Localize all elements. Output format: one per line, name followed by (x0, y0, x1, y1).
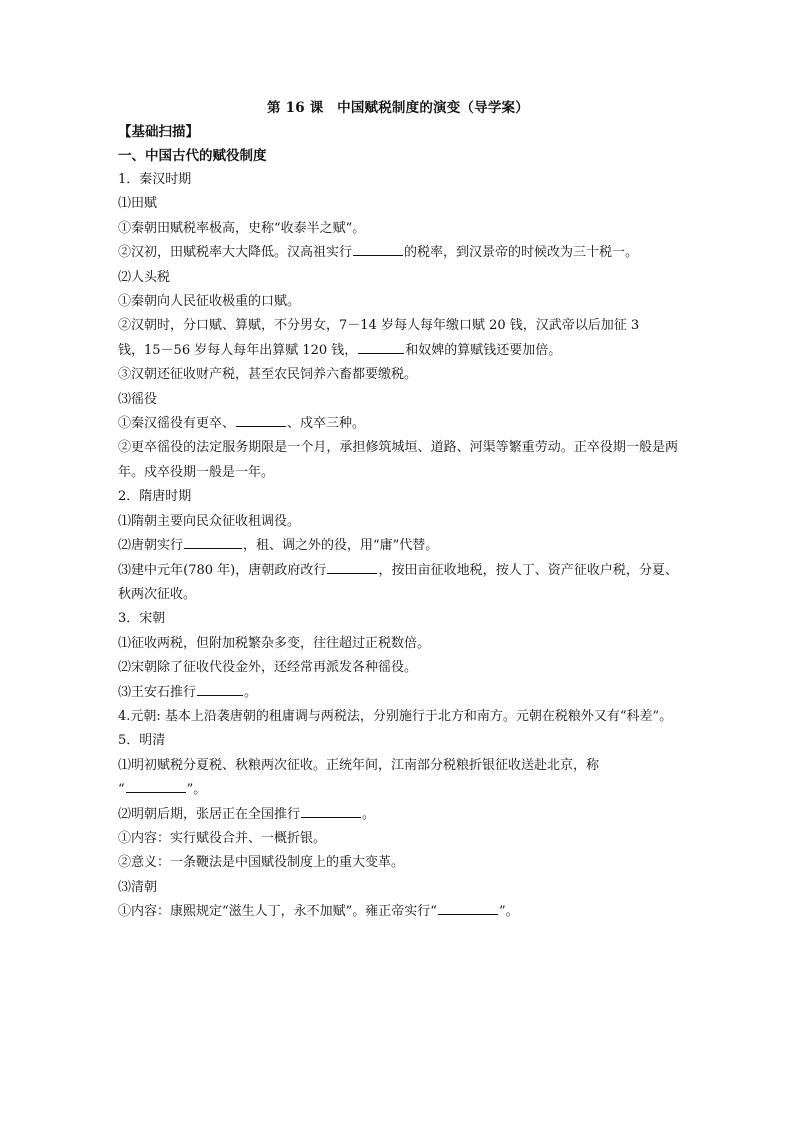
paragraph: ②意义：一条鞭法是中国赋役制度上的重大变革。 (118, 855, 405, 871)
fill-in-sentence (118, 803, 678, 827)
paragraph: ①内容：实行赋役合并、一概折银。 (118, 830, 327, 846)
paragraph: ②汉朝时，分口赋、算赋，不分男女，7－14 岁每人每年缴口赋 20 钱，汉武帝以后加征 3 (118, 318, 640, 334)
sentence-text: 和奴婢的算赋钱还要加倍。 (405, 342, 562, 358)
fill-in-sentence (118, 412, 678, 436)
subsection-heading: 2．隋唐时期 (118, 489, 192, 505)
section-header: 【基础扫描】 (118, 124, 199, 140)
answer-blank[interactable] (126, 779, 186, 793)
paragraph: ①秦朝田赋税率极高，史称“收泰半之赋”。 (118, 220, 366, 236)
sentence-text: ⑵明朝后期，张居正在全国推行 (118, 806, 301, 822)
sentence-text: ⑶建中元年(780 年)，唐朝政府改行 (118, 562, 327, 578)
sentence-text: 、戍卒三种。 (287, 416, 366, 432)
subsection-heading: 1．秦汉时期 (118, 172, 192, 187)
paragraph: ⑴明初赋税分夏税、秋粮两次征收。正统年间，江南部分税粮折银征收送赴北京，称 (118, 757, 600, 773)
paragraph: ⑴隋朝主要向民众征收租调役。 (118, 513, 301, 529)
sentence-text: “ (118, 782, 125, 798)
sentence-text: ①秦汉徭役有更卒、 (118, 416, 236, 432)
document-page (118, 96, 678, 925)
sentence-text: 的税率，到汉景帝的时候改为三十税一。 (404, 245, 639, 261)
answer-blank[interactable] (358, 340, 404, 354)
paragraph: ①秦朝向人民征收极重的口赋。 (118, 294, 301, 310)
item-label: ⑵人头税 (118, 269, 171, 285)
sentence-text: 钱，15－56 岁每人每年出算赋 120 钱， (118, 342, 358, 358)
paragraph: ②更卒徭役的法定服务期限是一个月，承担修筑城垣、道路、河渠等繁重劳动。正卒役期一般是两年。戍卒役期一般是一年。 (118, 440, 678, 480)
answer-blank[interactable] (236, 413, 286, 427)
sentence-text: ⑶王安石推行 (118, 684, 197, 700)
subsection-heading: 3．宋朝 (118, 611, 166, 627)
fill-in-sentence (118, 681, 678, 705)
answer-blank[interactable] (197, 682, 243, 696)
answer-blank[interactable] (438, 901, 498, 915)
sentence-text: ，按田亩征收地税，按人丁、资产征收户税，分夏、秋两次征收。 (118, 562, 678, 602)
answer-blank[interactable] (353, 242, 403, 256)
sentence-text: ①内容：康熙规定“滋生人丁，永不加赋”。雍正帝实行“ (118, 904, 437, 920)
paragraph: ③汉朝还征收财产税，甚至农民饲养六畜都要缴税。 (118, 367, 418, 383)
sentence-text: 。 (244, 684, 258, 700)
fill-in-sentence (118, 559, 678, 608)
answer-blank[interactable] (327, 560, 377, 574)
sentence-text: ⑵唐朝实行 (118, 538, 184, 554)
fill-in-sentence (118, 900, 678, 924)
fill-in-sentence (118, 534, 678, 558)
part-title: 一、中国古代的赋役制度 (118, 148, 267, 164)
paragraph: 4.元朝: 基本上沿袭唐朝的租庸调与两税法，分别施行于北方和南方。元朝在税粮外又有“科差”。 (118, 708, 673, 724)
sentence-text: ”。 (186, 782, 207, 798)
fill-in-sentence (118, 339, 678, 363)
fill-in-sentence (118, 778, 678, 802)
item-label: ⑴田赋 (118, 196, 158, 212)
paragraph: ⑴征收两税，但附加税繁杂多变，往往超过正税数倍。 (118, 635, 431, 651)
paragraph: ⑵宋朝除了征收代役金外，还经常再派发各种徭役。 (118, 660, 418, 676)
sentence-text: ②汉初，田赋税率大大降低。汉高祖实行 (118, 245, 353, 261)
item-label: ⑶徭役 (118, 391, 158, 407)
lesson-title: 第 16 课 中国赋税制度的演变（导学案） (267, 100, 529, 116)
fill-in-sentence (118, 241, 678, 265)
answer-blank[interactable] (184, 535, 242, 549)
item-label: ⑶清朝 (118, 879, 158, 895)
subsection-heading: 5．明清 (118, 733, 166, 749)
sentence-text: ，租、调之外的役，用“庸”代替。 (243, 538, 439, 554)
sentence-text: ”。 (498, 904, 519, 920)
answer-blank[interactable] (301, 804, 361, 818)
sentence-text: 。 (362, 806, 376, 822)
